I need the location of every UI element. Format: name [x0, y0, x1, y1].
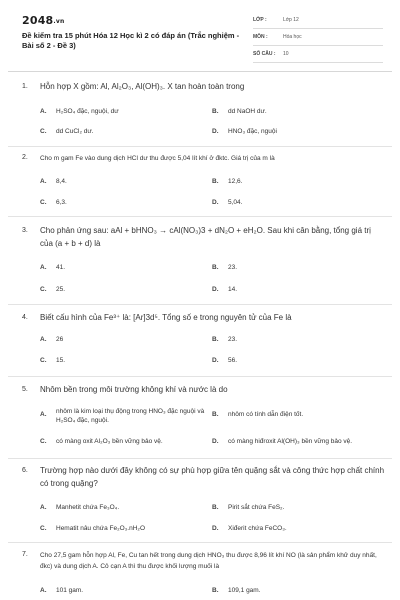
- option-text: 109,1 gam.: [228, 587, 261, 594]
- option-letter: A.: [40, 504, 47, 511]
- option-letter: A.: [40, 411, 47, 418]
- question-number: 3.: [22, 227, 28, 234]
- site-logo[interactable]: [22, 14, 64, 27]
- question-number: 2.: [22, 154, 28, 161]
- option-letter: D.: [212, 438, 219, 445]
- option-letter: D.: [212, 286, 219, 293]
- option-text: 23.: [228, 264, 238, 271]
- page-title: Đề kiểm tra 15 phút Hóa 12 Học kì 2 có đáp án (Trắc nghiệm - Bài số 2 - Đề 3): [22, 31, 240, 50]
- option-letter: A.: [40, 178, 47, 185]
- option-letter: D.: [212, 357, 219, 364]
- option-letter: A.: [40, 587, 47, 594]
- option-text: HNO₃ đặc, nguội: [228, 128, 277, 135]
- option-letter: B.: [212, 108, 219, 115]
- option-text: Manhetit chứa Fe₃O₄.: [56, 504, 120, 511]
- question-separator: [8, 304, 392, 305]
- meta-row-subject: [253, 31, 383, 46]
- option-letter: B.: [212, 411, 219, 418]
- question-number: 5.: [22, 386, 28, 393]
- option-text: dd NaOH dư.: [228, 108, 267, 115]
- option-text: Pirit sắt chứa FeS₂.: [228, 504, 285, 511]
- question-separator: [8, 376, 392, 377]
- option-letter: C.: [40, 525, 47, 532]
- meta-label: MÔN :: [253, 34, 268, 40]
- option-text: Hematit nâu chứa Fe₂O₃.nH₂O: [56, 525, 145, 532]
- question-separator: [8, 542, 392, 543]
- question-separator: [8, 216, 392, 217]
- logo-main: 2048: [22, 14, 54, 27]
- meta-value: Hóa học: [283, 34, 302, 40]
- option-text: dd CuCl₂ dư.: [56, 128, 94, 135]
- meta-row-class: [253, 14, 383, 29]
- question-separator: [8, 146, 392, 147]
- question-text: Hỗn hợp X gồm: Al, Al₂O₃, Al(OH)₃. X tan hoàn toàn trong: [40, 82, 245, 91]
- meta-label: SỐ CÂU :: [253, 51, 276, 57]
- option-letter: C.: [40, 438, 47, 445]
- option-text: 41.: [56, 264, 66, 271]
- option-letter: A.: [40, 108, 47, 115]
- option-letter: C.: [40, 128, 47, 135]
- question-separator: [8, 458, 392, 459]
- question-number: 7.: [22, 551, 28, 558]
- option-letter: C.: [40, 357, 47, 364]
- header-divider: [8, 71, 392, 72]
- option-letter: D.: [212, 199, 219, 206]
- option-letter: D.: [212, 525, 219, 532]
- option-text: có màng hiđroxit Al(OH)₃ bền vững bảo vệ.: [228, 438, 353, 445]
- option-text: 26: [56, 336, 64, 343]
- option-letter: A.: [40, 336, 47, 343]
- option-letter: B.: [212, 504, 219, 511]
- option-letter: B.: [212, 264, 219, 271]
- option-letter: A.: [40, 264, 47, 271]
- option-text: có màng oxit Al₂O₃ bền vững bảo vệ.: [56, 438, 163, 445]
- question-text: Cho 27,5 gam hỗn hợp Al, Fe, Cu tan hết trong dung dịch HNO₃ thu được 8,96 lít khí NO (là sản phẩm khử duy nhất, đkc) và dung dịch A. Cô cạn A thì thu được khối lượng muối là: [40, 552, 377, 570]
- meta-value: 10: [283, 51, 289, 57]
- meta-row-count: [253, 48, 383, 63]
- option-text: 101 gam.: [56, 587, 84, 594]
- question-text: Trường hợp nào dưới đây không có sự phù hợp giữa tên quặng sắt và công thức hợp chất chính có trong quặng?: [40, 466, 385, 488]
- option-text: 5,04.: [228, 199, 243, 206]
- question-number: 1.: [22, 83, 28, 90]
- question-text: Cho m gam Fe vào dung dịch HCl dư thu được 5,04 lít khí ở đktc. Giá trị của m là: [40, 155, 275, 162]
- option-letter: B.: [212, 336, 219, 343]
- logo-suffix: .vn: [53, 18, 65, 25]
- question-text: Cho phản ứng sau: aAl + bHNO₃ → cAl(NO₃)3 + dN₂O + eH₂O. Sau khi cân bằng, tổng giá trị của (a + b + d) là: [40, 226, 371, 248]
- option-text: 25.: [56, 286, 66, 293]
- question-number: 6.: [22, 467, 28, 474]
- option-text: 23.: [228, 336, 238, 343]
- option-text: nhôm có tính dẫn điện tốt.: [228, 411, 304, 418]
- option-text: 6,3.: [56, 199, 67, 206]
- option-text: 12,6.: [228, 178, 243, 185]
- meta-value: Lớp 12: [283, 17, 299, 23]
- option-text: nhôm là kim loại thụ động trong HNO₃ đặc nguội và H₂SO₄ đặc, nguội.: [56, 408, 205, 424]
- meta-info: [253, 14, 383, 65]
- meta-label: LỚP :: [253, 17, 267, 23]
- option-text: Xiđerit chứa FeCO₃.: [228, 525, 287, 532]
- option-text: H₂SO₄ đặc, nguội, dư: [56, 108, 119, 115]
- option-text: 15.: [56, 357, 66, 364]
- option-letter: B.: [212, 178, 219, 185]
- question-text: Nhôm bền trong môi trường không khí và nước là do: [40, 385, 228, 394]
- page-header: [0, 0, 400, 66]
- option-letter: D.: [212, 128, 219, 135]
- option-text: 8,4.: [56, 178, 67, 185]
- option-letter: C.: [40, 286, 47, 293]
- question-text: Biết cấu hình của Fe³⁺ là: [Ar]3d⁵. Tổng số e trong nguyên tử của Fe là: [40, 313, 292, 322]
- option-letter: C.: [40, 199, 47, 206]
- option-letter: B.: [212, 587, 219, 594]
- option-text: 14.: [228, 286, 238, 293]
- question-number: 4.: [22, 314, 28, 321]
- option-text: 56.: [228, 357, 238, 364]
